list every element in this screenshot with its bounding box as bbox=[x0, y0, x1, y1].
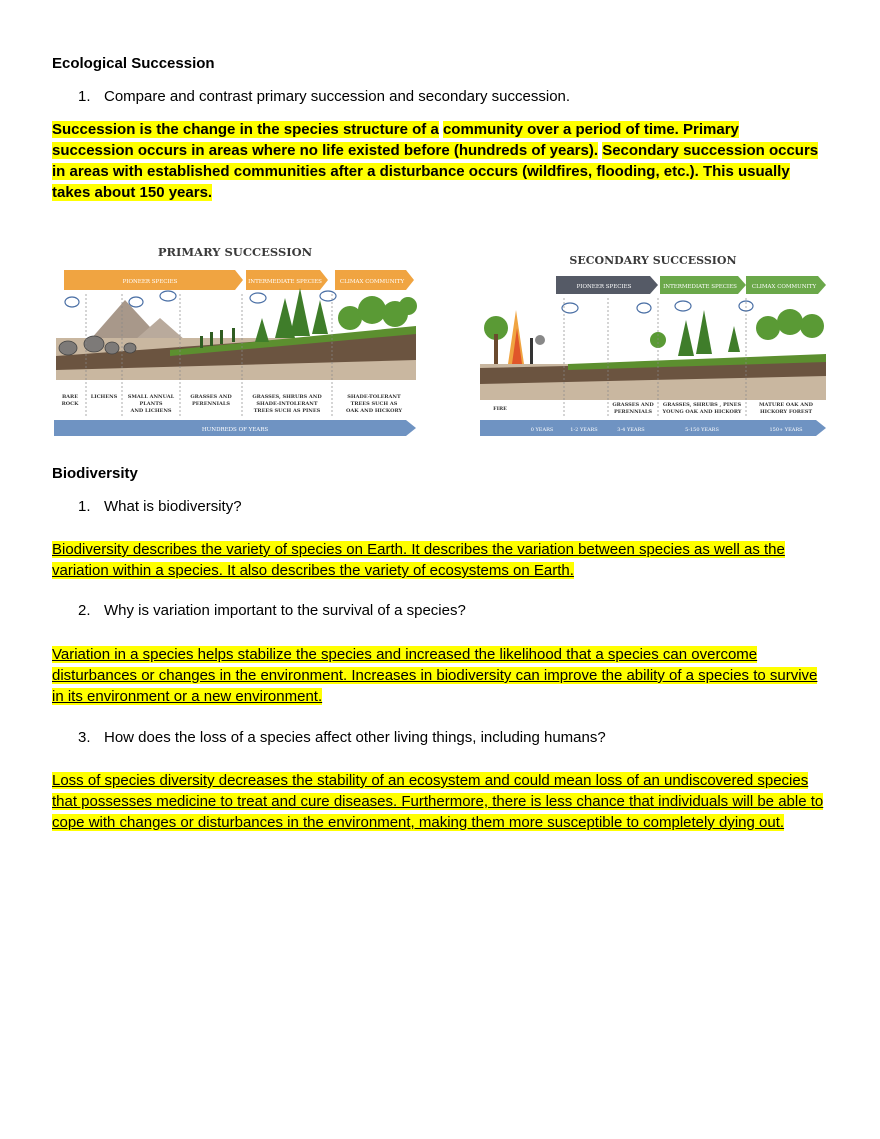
secondary-title: SECONDARY SUCCESSION bbox=[569, 254, 737, 267]
stage-label: PERENNIALS bbox=[191, 401, 231, 407]
broadleaf-trees bbox=[338, 296, 417, 330]
stage-label: TREES SUCH AS bbox=[350, 401, 398, 407]
answer-biodiversity bbox=[52, 539, 827, 581]
timeline-label: HUNDREDS OF YEARS bbox=[201, 427, 269, 433]
timeline-tick: 3-4 YEARS bbox=[617, 427, 645, 433]
stage-label: HICKORY FOREST bbox=[759, 409, 813, 415]
fire-icon bbox=[484, 310, 545, 364]
stage-label: PERENNIALS bbox=[613, 409, 653, 415]
stage-label: AND LICHENS bbox=[130, 408, 172, 414]
pine-trees bbox=[678, 310, 740, 356]
stage-label: YOUNG OAK AND HICKORY bbox=[662, 409, 742, 415]
question-text: How does the loss of a species affect other living things, including humans? bbox=[104, 729, 606, 746]
stage-label: SMALL ANNUAL bbox=[127, 394, 175, 400]
timeline-tick: 150+ YEARS bbox=[769, 427, 803, 433]
climax-label: CLIMAX COMMUNITY bbox=[339, 279, 405, 285]
stage-label: MATURE OAK AND bbox=[758, 402, 814, 408]
stage-label: ROCK bbox=[61, 401, 79, 407]
stage-label: BARE bbox=[61, 394, 79, 400]
intermediate-label: INTERMEDIATE SPECIES bbox=[663, 284, 737, 290]
stage-label: TREES SUCH AS PINES bbox=[253, 408, 321, 414]
question-1 bbox=[78, 88, 570, 105]
stage-label: GRASSES, SHRUBS , PINES bbox=[662, 402, 742, 408]
question-number: 1. bbox=[78, 88, 91, 105]
timeline-tick: 5-150 YEARS bbox=[685, 427, 719, 433]
secondary-succession-figure bbox=[478, 248, 828, 440]
stage-label: LICHENS bbox=[90, 394, 118, 400]
answer-succession bbox=[52, 119, 822, 203]
answer-segment: community over a period of time. Primary succession occurs in areas where no life existed before (hundreds of years). bbox=[52, 121, 739, 159]
answer-text: Loss of species diversity decreases the stability of an ecosystem and could mean loss of an undiscovered species that possesses medicine to treat and cure diseases. Furthermore, there is less chance that individuals will be able to cope with changes or disturbances in the environment, making them more susceptible to completely dying out. bbox=[52, 772, 824, 831]
cloud-icon bbox=[562, 301, 753, 313]
stage-label: GRASSES AND bbox=[612, 402, 654, 408]
primary-succession-figure bbox=[50, 238, 420, 440]
stage-label: OAK AND HICKORY bbox=[345, 408, 403, 414]
answer-text: Biodiversity describes the variety of species on Earth. It describes the variation between species as well as the variation within a species. It also describes the variety of ecosystems on Earth. bbox=[52, 541, 785, 579]
answer-segment: Secondary succession occurs in areas with established communities after a disturbance occurs (wildfires, flooding, etc.). This usually takes about 150 years. bbox=[52, 142, 819, 201]
intermediate-label: INTERMEDIATE SPECIES bbox=[248, 279, 322, 285]
cloud-icon bbox=[65, 291, 336, 307]
answer-segment: Succession is the change in the species structure of a bbox=[52, 121, 439, 138]
answer-species-loss bbox=[52, 770, 827, 833]
stage-label: FIRE bbox=[493, 406, 507, 412]
stage-label: PLANTS bbox=[139, 401, 163, 407]
question-number: 2. bbox=[78, 602, 91, 619]
question-1 bbox=[78, 498, 242, 515]
pioneer-label: PIONEER SPECIES bbox=[122, 279, 178, 285]
question-text: What is biodiversity? bbox=[104, 498, 242, 515]
question-number: 3. bbox=[78, 729, 91, 746]
stage-label: SHADE-INTOLERANT bbox=[256, 401, 318, 407]
stage-label: GRASSES, SHRUBS AND bbox=[252, 394, 322, 400]
stage-label: SHADE-TOLERANT bbox=[347, 394, 401, 400]
timeline-tick: 1-2 YEARS bbox=[570, 427, 598, 433]
question-text: Why is variation important to the survival of a species? bbox=[104, 602, 466, 619]
timeline-tick: 0 YEARS bbox=[530, 427, 554, 433]
answer-text: Variation in a species helps stabilize the species and increased the likelihood that a species can overcome disturbances or changes in the environment. Increases in biodiversity can improve the ability of a species to survive in its environment or a new environment. bbox=[52, 646, 818, 705]
primary-title: PRIMARY SUCCESSION bbox=[157, 245, 313, 259]
section-heading-biodiversity: Biodiversity bbox=[52, 465, 138, 482]
section-heading-ecological-succession: Ecological Succession bbox=[52, 55, 215, 72]
question-3 bbox=[78, 729, 606, 746]
pioneer-label: PIONEER SPECIES bbox=[576, 284, 632, 290]
answer-variation bbox=[52, 644, 822, 707]
question-2 bbox=[78, 602, 466, 619]
question-text: Compare and contrast primary succession and secondary succession. bbox=[104, 88, 571, 105]
climax-label: CLIMAX COMMUNITY bbox=[751, 284, 817, 290]
stage-label: GRASSES AND bbox=[190, 394, 232, 400]
question-number: 1. bbox=[78, 498, 91, 515]
